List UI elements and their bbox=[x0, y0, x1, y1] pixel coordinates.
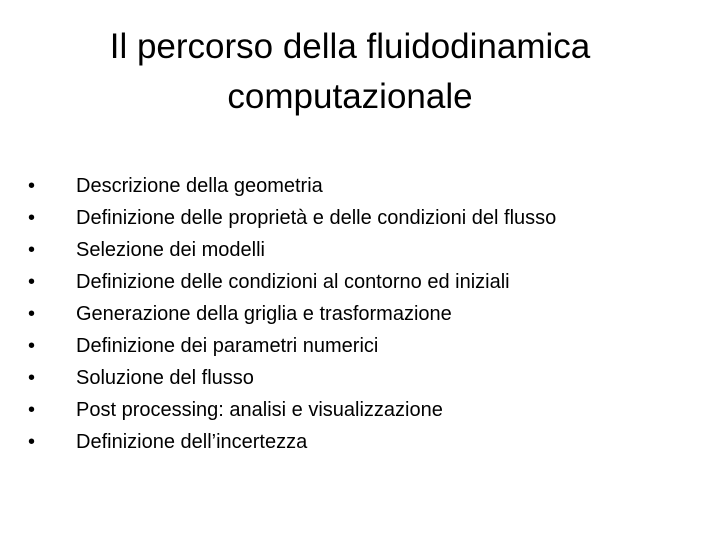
bullet-icon: • bbox=[28, 175, 36, 197]
bullet-text: Definizione dei parametri numerici bbox=[76, 335, 379, 357]
bullet-icon: • bbox=[28, 367, 36, 389]
bullet-icon: • bbox=[28, 239, 36, 261]
bullet-text: Definizione delle condizioni al contorno ed iniziali bbox=[76, 271, 510, 293]
bullet-icon: • bbox=[28, 271, 36, 293]
bullet-icon: • bbox=[28, 431, 36, 453]
slide-title-line-2: computazionale bbox=[227, 77, 473, 116]
bullet-text: Soluzione del flusso bbox=[76, 367, 254, 389]
slide-title bbox=[0, 22, 700, 122]
bullet-text: Selezione dei modelli bbox=[76, 239, 266, 261]
bullet-text: Definizione dell’incertezza bbox=[76, 431, 308, 453]
bullet-text: Descrizione della geometria bbox=[76, 175, 323, 197]
bullet-icon: • bbox=[28, 335, 36, 357]
bullet-text: Generazione della griglia e trasformazione bbox=[76, 303, 452, 325]
bullet-icon: • bbox=[28, 303, 36, 325]
slide-title-line-1: Il percorso della fluidodinamica bbox=[109, 27, 591, 66]
bullet-text: Definizione delle proprietà e delle condizioni del flusso bbox=[76, 207, 557, 229]
bullet-icon: • bbox=[28, 207, 36, 229]
bullet-text: Post processing: analisi e visualizzazione bbox=[76, 399, 443, 421]
bullet-icon: • bbox=[28, 399, 36, 421]
